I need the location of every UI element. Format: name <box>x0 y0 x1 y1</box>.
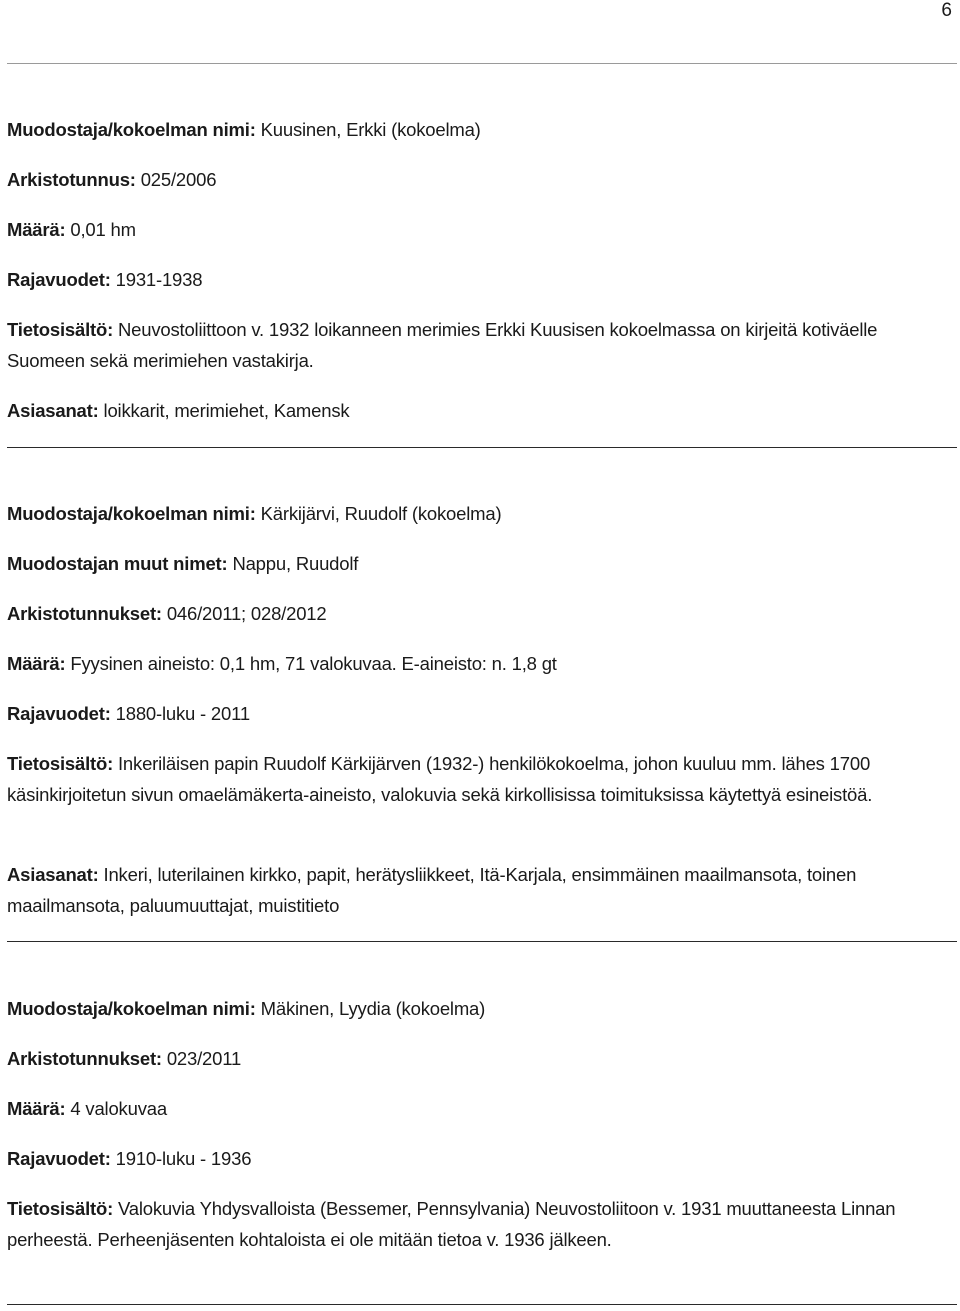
archive-id-value: 046/2011; 028/2012 <box>166 603 327 624</box>
collection-name-field <box>7 114 953 145</box>
amount-value: Fyysinen aineisto: 0,1 hm, 71 valokuvaa. E-aineisto: n. 1,8 gt <box>70 653 557 674</box>
collection-name-label: Muodostaja/kokoelman nimi: <box>7 119 256 140</box>
record-separator <box>7 447 957 448</box>
content-value: Inkeriläisen papin Ruudolf Kärkijärven (1932-) henkilökokoelma, johon kuuluu mm. lähes 1700 käsinkirjoitetun sivun omaelämäkerta-aineisto, valokuvia sekä kirkollisissa toimituksissa käytettyä esineistöä. <box>7 753 873 805</box>
content-field <box>7 314 907 376</box>
subjects-field <box>7 859 953 921</box>
years-label: Rajavuodet: <box>7 703 111 724</box>
archive-id-field <box>7 1043 953 1074</box>
amount-label: Määrä: <box>7 653 66 674</box>
years-value: 1931-1938 <box>115 269 203 290</box>
archive-id-label: Arkistotunnus: <box>7 169 136 190</box>
other-names-label: Muodostajan muut nimet: <box>7 553 228 574</box>
years-field <box>7 698 953 729</box>
content-label: Tietosisältö: <box>7 753 114 774</box>
years-value: 1910-luku - 1936 <box>115 1148 252 1169</box>
collection-name-field <box>7 498 953 529</box>
content-value: Valokuvia Yhdysvalloista (Bessemer, Pennsylvania) Neuvostoliitoon v. 1931 muuttaneesta Linnan perheestä. Perheenjäsenten kohtaloista ei ole mitään tietoa v. 1936 jälkeen. <box>7 1198 896 1250</box>
page-number: 6 <box>941 0 952 21</box>
years-value: 1880-luku - 2011 <box>115 703 250 724</box>
amount-field <box>7 648 953 679</box>
collection-name-field <box>7 993 953 1024</box>
collection-name-value: Kuusinen, Erkki (kokoelma) <box>260 119 481 140</box>
collection-name-label: Muodostaja/kokoelman nimi: <box>7 503 256 524</box>
record-separator <box>7 941 957 942</box>
collection-name-value: Kärkijärvi, Ruudolf (kokoelma) <box>260 503 502 524</box>
content-field <box>7 748 953 810</box>
content-label: Tietosisältö: <box>7 1198 114 1219</box>
amount-value: 4 valokuvaa <box>70 1098 167 1119</box>
record-separator <box>7 1304 957 1305</box>
collection-name-value: Mäkinen, Lyydia (kokoelma) <box>260 998 486 1019</box>
amount-label: Määrä: <box>7 219 66 240</box>
archive-id-field <box>7 164 953 195</box>
header-rule <box>7 63 957 64</box>
archive-id-value: 023/2011 <box>166 1048 242 1069</box>
collection-name-label: Muodostaja/kokoelman nimi: <box>7 998 256 1019</box>
archive-id-label: Arkistotunnukset: <box>7 1048 162 1069</box>
archive-id-value: 025/2006 <box>140 169 217 190</box>
content-label: Tietosisältö: <box>7 319 114 340</box>
subjects-value: Inkeri, luterilainen kirkko, papit, herätysliikkeet, Itä-Karjala, ensimmäinen maailmansota, toinen maailmansota, paluumuuttajat, muistitieto <box>7 864 857 916</box>
other-names-value: Nappu, Ruudolf <box>232 553 359 574</box>
archive-id-field <box>7 598 953 629</box>
subjects-value: loikkarit, merimiehet, Kamensk <box>103 400 350 421</box>
years-label: Rajavuodet: <box>7 269 111 290</box>
years-label: Rajavuodet: <box>7 1148 111 1169</box>
subjects-label: Asiasanat: <box>7 400 99 421</box>
other-names-field <box>7 548 953 579</box>
archive-id-label: Arkistotunnukset: <box>7 603 162 624</box>
amount-field <box>7 214 953 245</box>
subjects-label: Asiasanat: <box>7 864 99 885</box>
content-value: Neuvostoliittoon v. 1932 loikanneen merimies Erkki Kuusisen kokoelmassa on kirjeitä kotiväelle Suomeen sekä merimiehen vastakirja. <box>7 319 878 371</box>
amount-value: 0,01 hm <box>70 219 136 240</box>
content-field <box>7 1193 953 1255</box>
years-field <box>7 264 953 295</box>
years-field <box>7 1143 953 1174</box>
subjects-field <box>7 395 953 426</box>
amount-label: Määrä: <box>7 1098 66 1119</box>
amount-field <box>7 1093 953 1124</box>
